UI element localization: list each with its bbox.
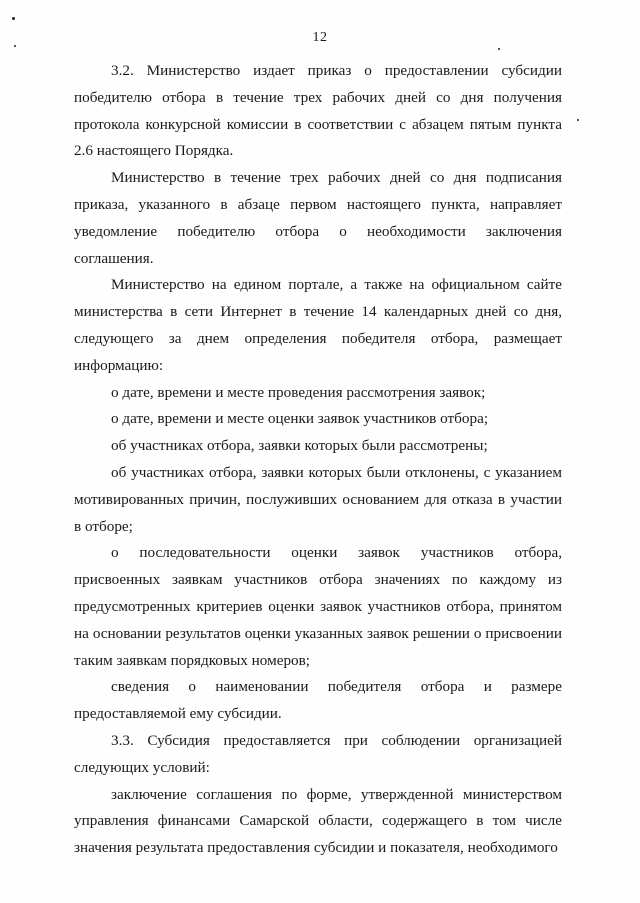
scan-speck <box>577 119 579 121</box>
scan-speck <box>12 17 15 20</box>
list-item: о дате, времени и месте оценки заявок участников отбора; <box>111 410 489 428</box>
list-item: об участниках отбора, заявки которых были рассмотрены; <box>111 437 488 455</box>
paragraph: Министерство в течение трех рабочих дней со дня подписания приказа, указанного в абзаце первом настоящего пункта, направляет уведомление победителю отбора о необходимости заключения соглашения. <box>74 169 562 267</box>
list-item: о последовательности оценки заявок участников отбора, присвоенных заявкам участников отбора значениях по каждому из предусмотренных критериев оценки заявок участников отбора, принятом на основании результатов оценки указанных заявок решении о присвоении таким заявкам порядковых номеров; <box>74 544 562 669</box>
list-item: об участниках отбора, заявки которых были отклонены, с указанием мотивированных причин, послуживших основанием для отказа в участии в отборе; <box>74 463 562 535</box>
list-item: о дате, времени и месте проведения рассмотрения заявок; <box>111 383 486 401</box>
document-body <box>74 58 562 862</box>
paragraph: заключение соглашения по форме, утвержденной министерством управления финансами Самарской области, содержащего в том числе значения результата предоставления субсидии и показателя, необходимого <box>74 785 562 857</box>
scan-speck <box>498 48 500 50</box>
paragraph: 3.2. Министерство издает приказ о предоставлении субсидии победителю отбора в течение трех рабочих дней со дня получения протокола конкурсной комиссии в соответствии с абзацем пятым пункта 2.6 настоящего Порядка. <box>74 62 562 160</box>
list-item: сведения о наименовании победителя отбора и размере предоставляемой ему субсидии. <box>74 678 562 723</box>
page-number: 12 <box>312 30 328 45</box>
paragraph: 3.3. Субсидия предоставляется при соблюдении организацией следующих условий: <box>74 731 562 776</box>
paragraph: Министерство на едином портале, а также на официальном сайте министерства в сети Интернет в течение 14 календарных дней со дня, следующего за днем определения победителя отбора, размещает информацию: <box>74 276 562 374</box>
